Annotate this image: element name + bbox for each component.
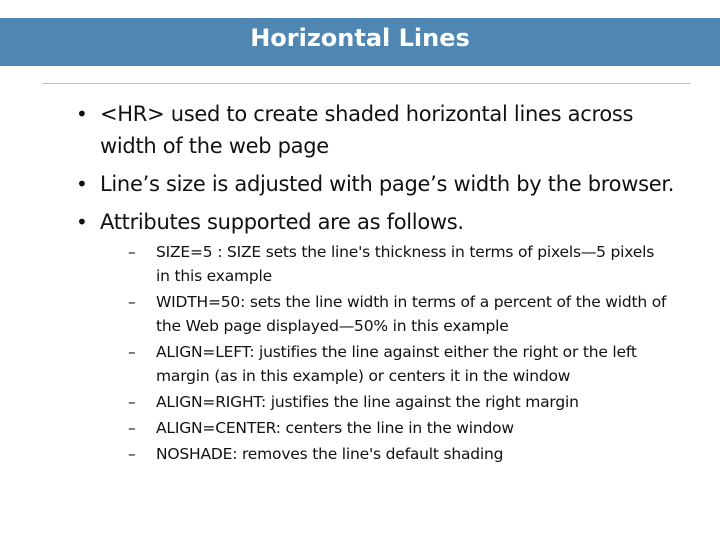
bullet-text: Attributes supported are as follows. xyxy=(100,210,464,234)
bullet-marker: • xyxy=(76,172,88,196)
sub-bullet-text: ALIGN=RIGHT: justifies the line against the right margin xyxy=(156,393,579,411)
sub-bullet-text: SIZE=5 : SIZE sets the line's thickness in terms of pixels—5 pixels in this example xyxy=(156,243,655,285)
bullet-marker: • xyxy=(76,210,88,234)
bullet-list xyxy=(76,98,676,466)
sub-bullet-marker: – xyxy=(128,293,136,311)
sub-bullet-text: NOSHADE: removes the line's default shading xyxy=(156,445,504,463)
bullet-item xyxy=(76,98,676,162)
sub-bullet-marker: – xyxy=(128,393,136,411)
bullet-text: <HR> used to create shaded horizontal lines across width of the web page xyxy=(100,102,634,158)
sub-bullet-item xyxy=(128,290,668,338)
divider-line xyxy=(42,83,690,84)
slide-title xyxy=(0,22,720,54)
bullet-marker: • xyxy=(76,102,88,126)
bullet-item xyxy=(76,168,676,200)
sub-bullet-text: ALIGN=CENTER: centers the line in the window xyxy=(156,419,514,437)
slide-title-text: Horizontal Lines xyxy=(250,24,470,52)
sub-bullet-text: WIDTH=50: sets the line width in terms of a percent of the width of the Web page displayed—50% in this example xyxy=(156,293,667,335)
sub-bullet-marker: – xyxy=(128,343,136,361)
sub-bullet-item xyxy=(128,442,668,466)
bullet-text: Line’s size is adjusted with page’s width by the browser. xyxy=(100,172,675,196)
sub-bullet-item xyxy=(128,416,668,440)
sub-bullet-list xyxy=(128,240,668,466)
sub-bullet-text: ALIGN=LEFT: justifies the line against either the right or the left margin (as in this example) or centers it in the window xyxy=(156,343,637,385)
sub-bullet-marker: – xyxy=(128,419,136,437)
sub-bullet-item xyxy=(128,240,668,288)
sub-bullet-marker: – xyxy=(128,445,136,463)
sub-bullet-marker: – xyxy=(128,243,136,261)
bullet-item xyxy=(76,206,676,466)
sub-bullet-item xyxy=(128,340,668,388)
slide-content xyxy=(76,98,676,472)
sub-bullet-item xyxy=(128,390,668,414)
